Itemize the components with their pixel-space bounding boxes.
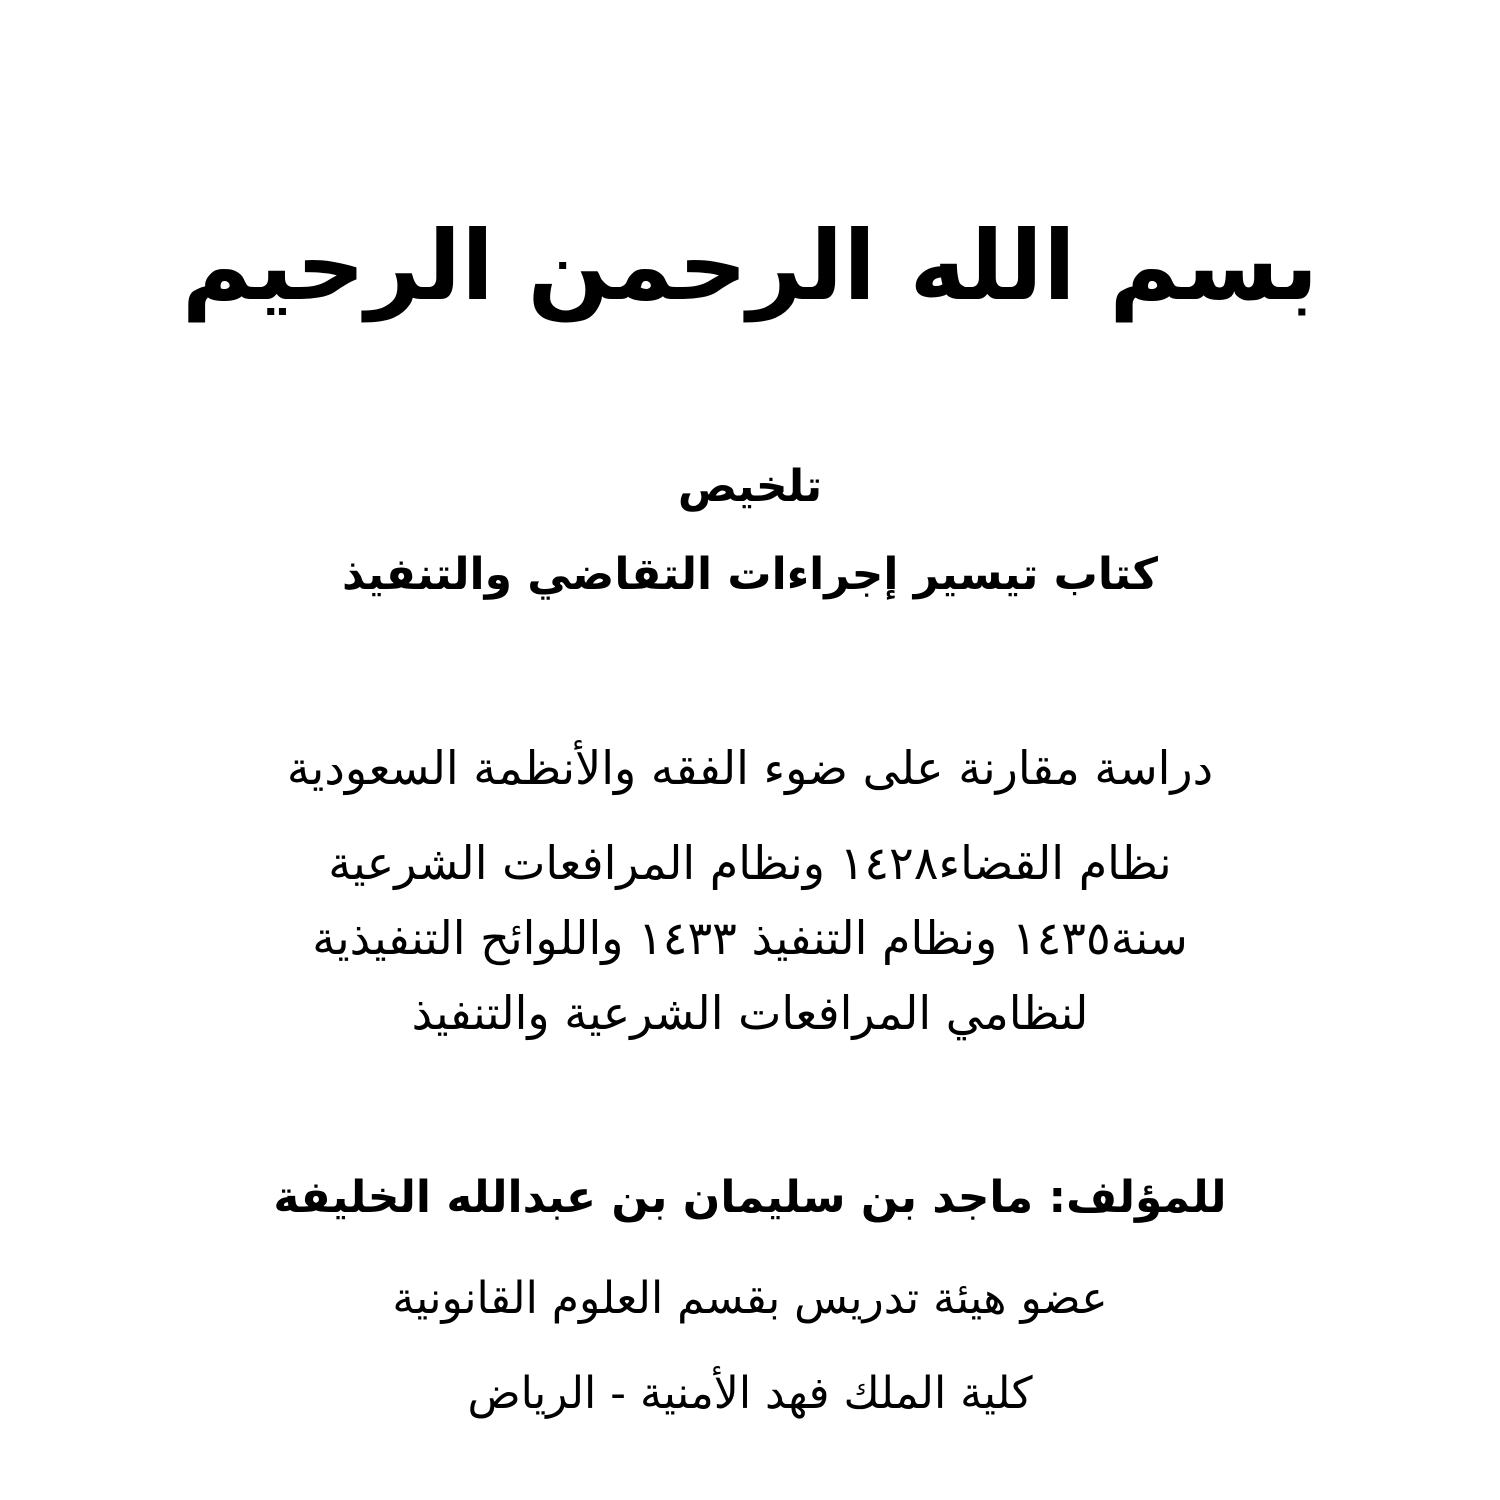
summary-label: تلخيص [677,461,823,512]
description-line-4: لنظامي المرافعات الشرعية والتنفيذ [411,986,1089,1040]
description-line-2: نظام القضاء١٤٢٨ ونظام المرافعات الشرعية [328,836,1172,890]
description-line-3: سنة١٤٣٥ ونظام التنفيذ ١٤٣٣ واللوائح التنفيذية [312,911,1188,965]
description-line-1: دراسة مقارنة على ضوء الفقه والأنظمة السعودية [286,741,1214,795]
author-line: للمؤلف: ماجد بن سليمان بن عبدالله الخليفة [273,1172,1227,1223]
book-title: كتاب تيسير إجراءات التقاضي والتنفيذ [342,549,1158,600]
affiliation-line-1: عضو هيئة تدريس بقسم العلوم القانونية [392,1273,1108,1324]
affiliation-line-2: كلية الملك فهد الأمنية - الرياض [467,1368,1033,1419]
basmala-heading: بسم الله الرحمن الرحيم [181,210,1319,322]
